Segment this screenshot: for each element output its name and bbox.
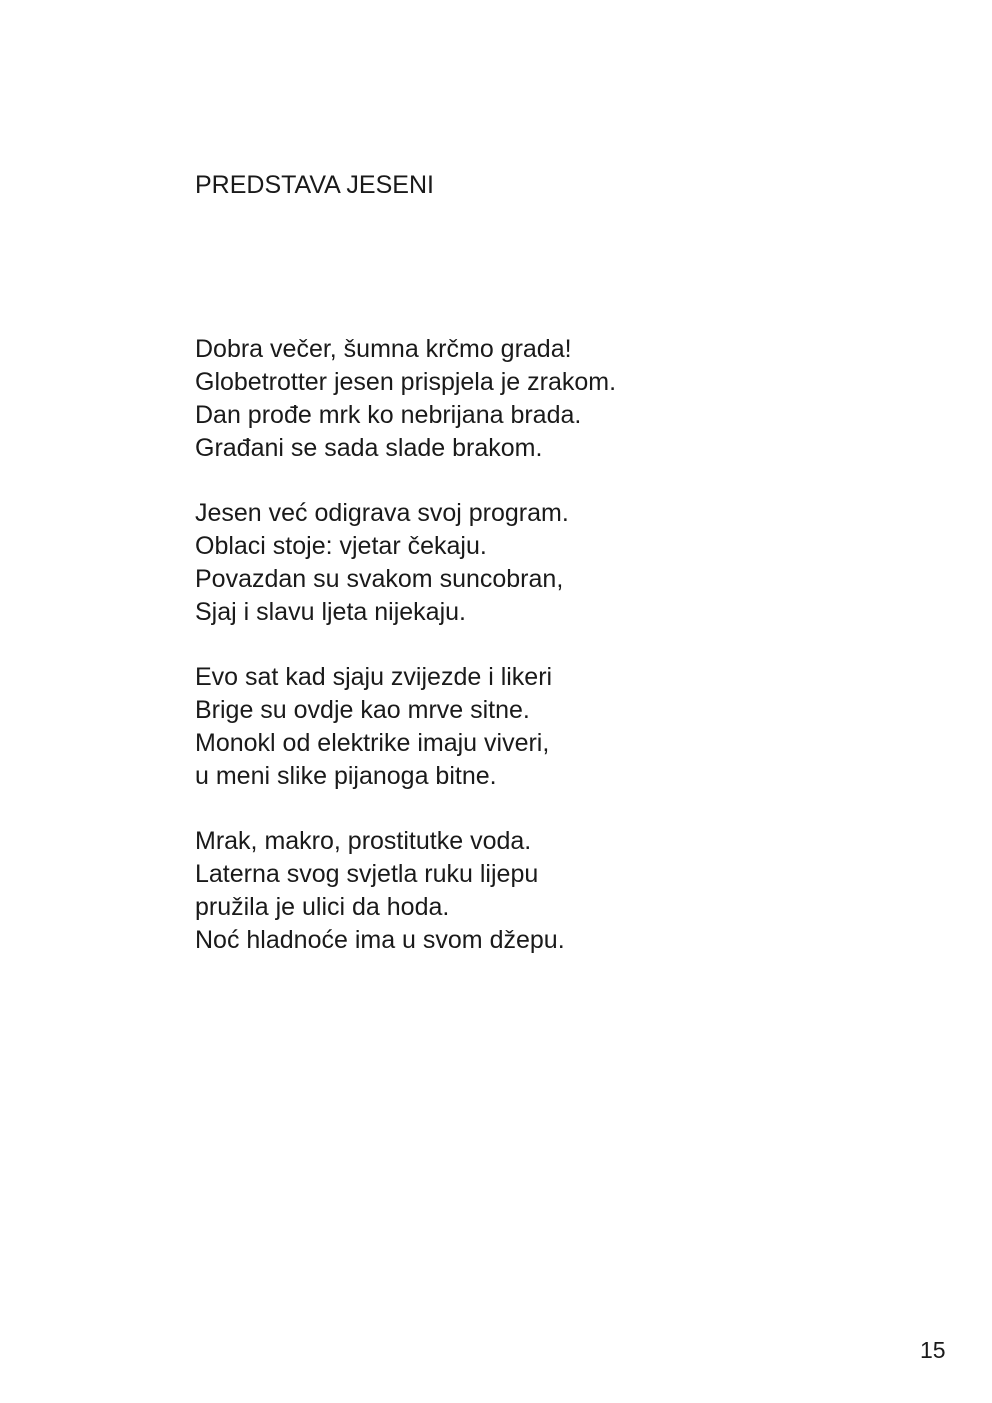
poem-line: u meni slike pijanoga bitne. [195, 762, 497, 790]
poem-line: Građani se sada slade brakom. [195, 434, 543, 462]
poem-line: Sjaj i slavu ljeta nijekaju. [195, 598, 466, 626]
stanza-2 [195, 497, 895, 629]
poem-title: PREDSTAVA JESENI [195, 171, 434, 199]
poem-line: pružila je ulici da hoda. [195, 893, 450, 921]
poem-line: Mrak, makro, prostitutke voda. [195, 827, 532, 855]
page-number: 15 [920, 1337, 946, 1363]
poem-line: Brige su ovdje kao mrve sitne. [195, 696, 530, 724]
poem-line: Oblaci stoje: vjetar čekaju. [195, 532, 487, 560]
poem-line: Monokl od elektrike imaju viveri, [195, 729, 550, 757]
stanza-1 [195, 333, 895, 465]
poem-line: Dobra večer, šumna krčmo grada! [195, 335, 572, 363]
poem-line: Globetrotter jesen prispjela je zrakom. [195, 368, 617, 396]
stanza-3 [195, 661, 895, 793]
stanza-4 [195, 825, 895, 957]
poem-line: Jesen već odigrava svoj program. [195, 499, 569, 527]
poem-line: Noć hladnoće ima u svom džepu. [195, 926, 565, 954]
poem-line: Povazdan su svakom suncobran, [195, 565, 564, 593]
poem-line: Dan prođe mrk ko nebrijana brada. [195, 401, 582, 429]
poem-body [195, 333, 895, 989]
poem-line: Laterna svog svjetla ruku lijepu [195, 860, 539, 888]
poem-line: Evo sat kad sjaju zvijezde i likeri [195, 663, 553, 691]
